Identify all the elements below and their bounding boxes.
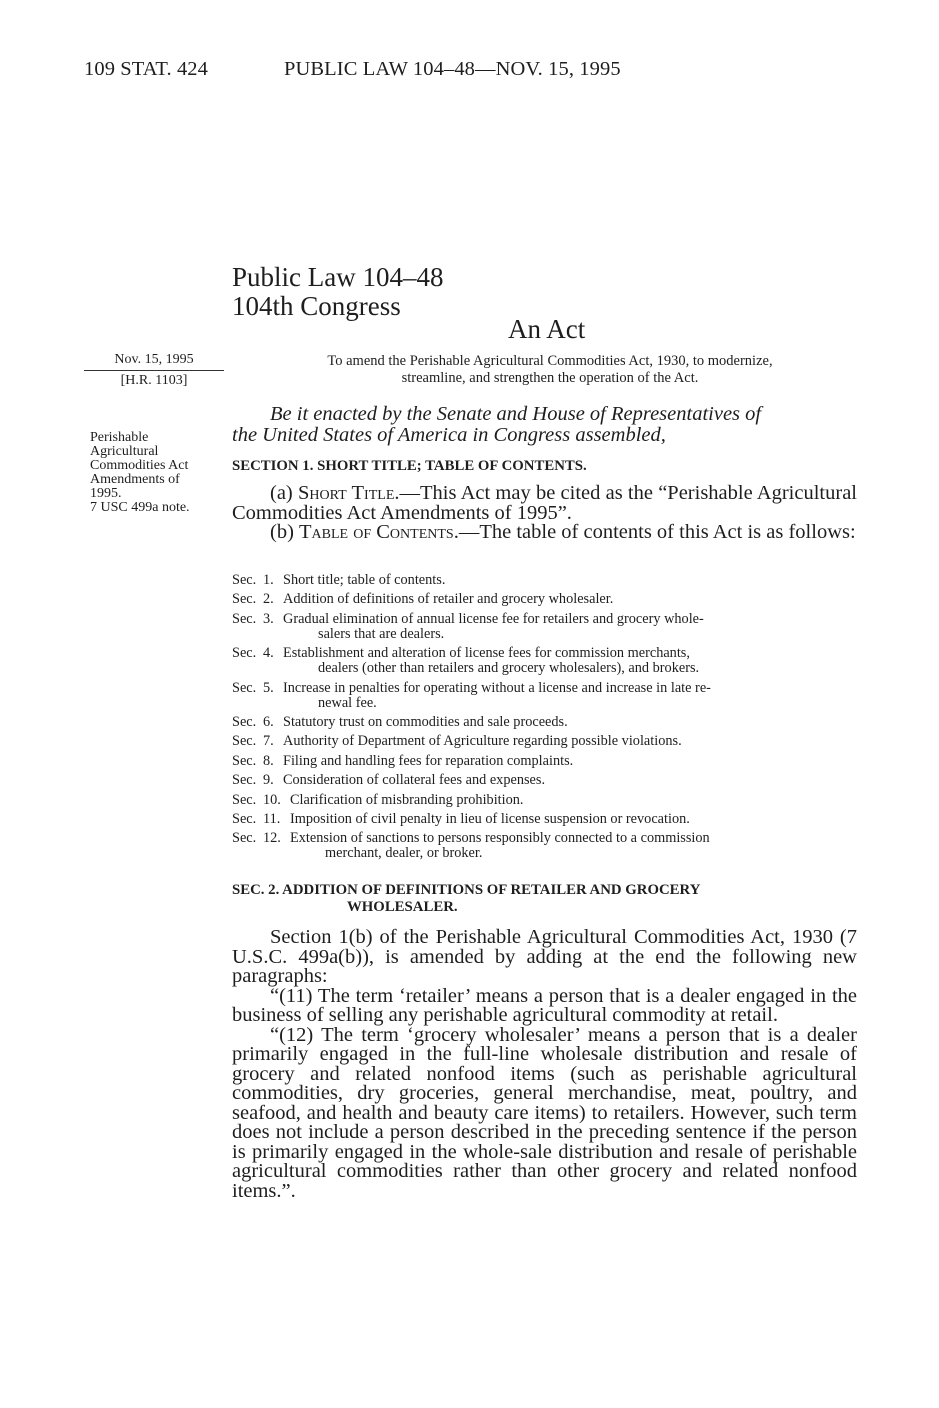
act-label: An Act [508,314,586,344]
toc-title: Short title; table of contents. [283,572,446,588]
subsection-label: (a) [270,482,298,504]
toc-sec-label: Sec. [232,713,257,730]
toc-entry [232,754,857,769]
public-law-number: Public Law 104–48 [232,262,444,292]
toc-sec-label: Sec. [232,645,257,662]
section-2-heading [232,882,857,916]
toc-title: Statutory trust on commodities and sale proceeds. [283,713,568,730]
toc-number: 8. [263,752,274,769]
enacting-line: the United States of America in Congress assembled, [232,424,666,446]
margin-date-block [90,352,218,389]
toc-entry [232,681,857,711]
purpose-line: To amend the Perishable Agricultural Commodities Act, 1930, to modernize, [327,353,773,369]
toc-number: 2. [263,591,274,608]
toc-number: 1. [263,572,274,588]
toc-title: Establishment and alteration of license fees for commission merchants, dealers (other than retailers and grocery wholesalers), and brokers. [283,645,700,677]
title-block [232,263,443,321]
toc-entry [232,612,857,642]
toc-sec-label: Sec. [232,791,257,808]
bill-number: [H.R. 1103] [120,373,188,388]
congress-number: 104th Congress [232,291,401,321]
section-1-body [232,484,857,543]
toc-entry [232,812,857,827]
toc-entry [232,592,857,607]
subsection-caption: Short Title. [298,482,400,504]
purpose-line: streamline, and strengthen the operation of the Act. [401,370,699,386]
toc-sec-label: Sec. [232,772,257,789]
enacting-clause [232,404,857,446]
running-title: PUBLIC LAW 104–48—NOV. 15, 1995 [284,58,621,80]
toc-title: Clarification of misbranding prohibition. [290,791,524,808]
enactment-date: Nov. 15, 1995 [114,352,194,367]
toc-number: 4. [263,645,274,662]
subsection-text: —This Act may be cited as the “Perishable Agricultural Commodities Act Amendments of 1995”. [232,482,857,524]
toc-number: 3. [263,610,274,627]
section-1-heading: SECTION 1. SHORT TITLE; TABLE OF CONTENTS. [232,458,587,474]
subsection-a [232,484,857,523]
table-of-contents [232,573,857,866]
subsection-label: (b) [270,521,300,543]
section-2-body [232,928,857,1201]
margin-note-line: Agricultural [90,444,159,459]
toc-title: Authority of Department of Agriculture regarding possible violations. [283,733,682,750]
toc-number: 5. [263,679,274,696]
act-purpose [250,353,850,387]
toc-title: Extension of sanctions to persons responsibly connected to a commission merchant, dealer, or broker. [290,830,710,862]
margin-note-line: Amendments of [90,472,180,487]
page-reference: 109 STAT. 424 [84,58,208,80]
toc-sec-label: Sec. [232,752,257,769]
toc-title: Filing and handling fees for reparation complaints. [283,752,574,769]
toc-entry [232,715,857,730]
toc-sec-label: Sec. [232,810,257,827]
toc-sec-label: Sec. [232,610,257,627]
margin-note-line: Perishable [90,430,149,445]
toc-title: Addition of definitions of retailer and grocery wholesaler. [283,591,614,608]
section-2-heading-line: SEC. 2. ADDITION OF DEFINITIONS OF RETAILER AND GROCERY [232,882,701,898]
subsection-text: —The table of contents of this Act is as follows: [458,521,856,543]
usc-citation: 7 USC 499a note. [90,500,190,515]
toc-number: 6. [263,713,274,730]
margin-note [90,431,230,515]
toc-sec-label: Sec. [232,830,257,847]
toc-entry [232,734,857,749]
toc-number: 12. [263,830,281,847]
toc-title: Imposition of civil penalty in lieu of license suspension or revocation. [290,810,690,827]
definition-paragraph-12: “(12) The term ‘grocery wholesaler’ means a person that is a dealer primarily engaged in the full-line wholesale distribution and resale of grocery and related nonfood items (such as perishable agricultural commodities, dry groceries, general merchandise, meat, poultry, and seafood, and health and beauty care items) to retailers. However, such term does not include a person described in the preceding sentence if the person is primarily engaged in the whole-sale distribution and resale of perishable agricultural commodities rather than other grocery and related nonfood items.”. [232,1023,857,1202]
section-2-heading-line: WHOLESALER. [347,899,458,915]
toc-title: Consideration of collateral fees and expenses. [283,772,546,789]
divider [84,370,224,371]
toc-sec-label: Sec. [232,572,257,588]
toc-number: 11. [263,810,281,827]
toc-title: Increase in penalties for operating without a license and increase in late re- newal fee. [283,679,711,711]
toc-sec-label: Sec. [232,679,257,696]
toc-entry [232,573,857,588]
section-2-intro: Section 1(b) of the Perishable Agricultural Commodities Act, 1930 (7 U.S.C. 499a(b)), is amended by adding at the end the following new paragraphs: [232,926,857,987]
toc-entry [232,646,857,676]
toc-entry [232,831,857,861]
enacting-line: Be it enacted by the Senate and House of Representatives of [270,403,762,425]
toc-number: 9. [263,772,274,789]
subsection-b [232,523,857,543]
subsection-caption: Table of Contents. [299,521,459,543]
margin-note-line: Commodities Act [90,458,189,473]
toc-sec-label: Sec. [232,591,257,608]
toc-entry [232,773,857,788]
margin-note-line: 1995. [90,486,122,501]
toc-sec-label: Sec. [232,733,257,750]
toc-number: 7. [263,733,274,750]
toc-number: 10. [263,791,281,808]
definition-paragraph-11: “(11) The term ‘retailer’ means a person that is a dealer engaged in the business of selling any perishable agricultural commodity at retail. [232,984,857,1026]
toc-title: Gradual elimination of annual license fee for retailers and grocery whole- salers that are dealers. [283,610,704,642]
toc-entry [232,793,857,808]
